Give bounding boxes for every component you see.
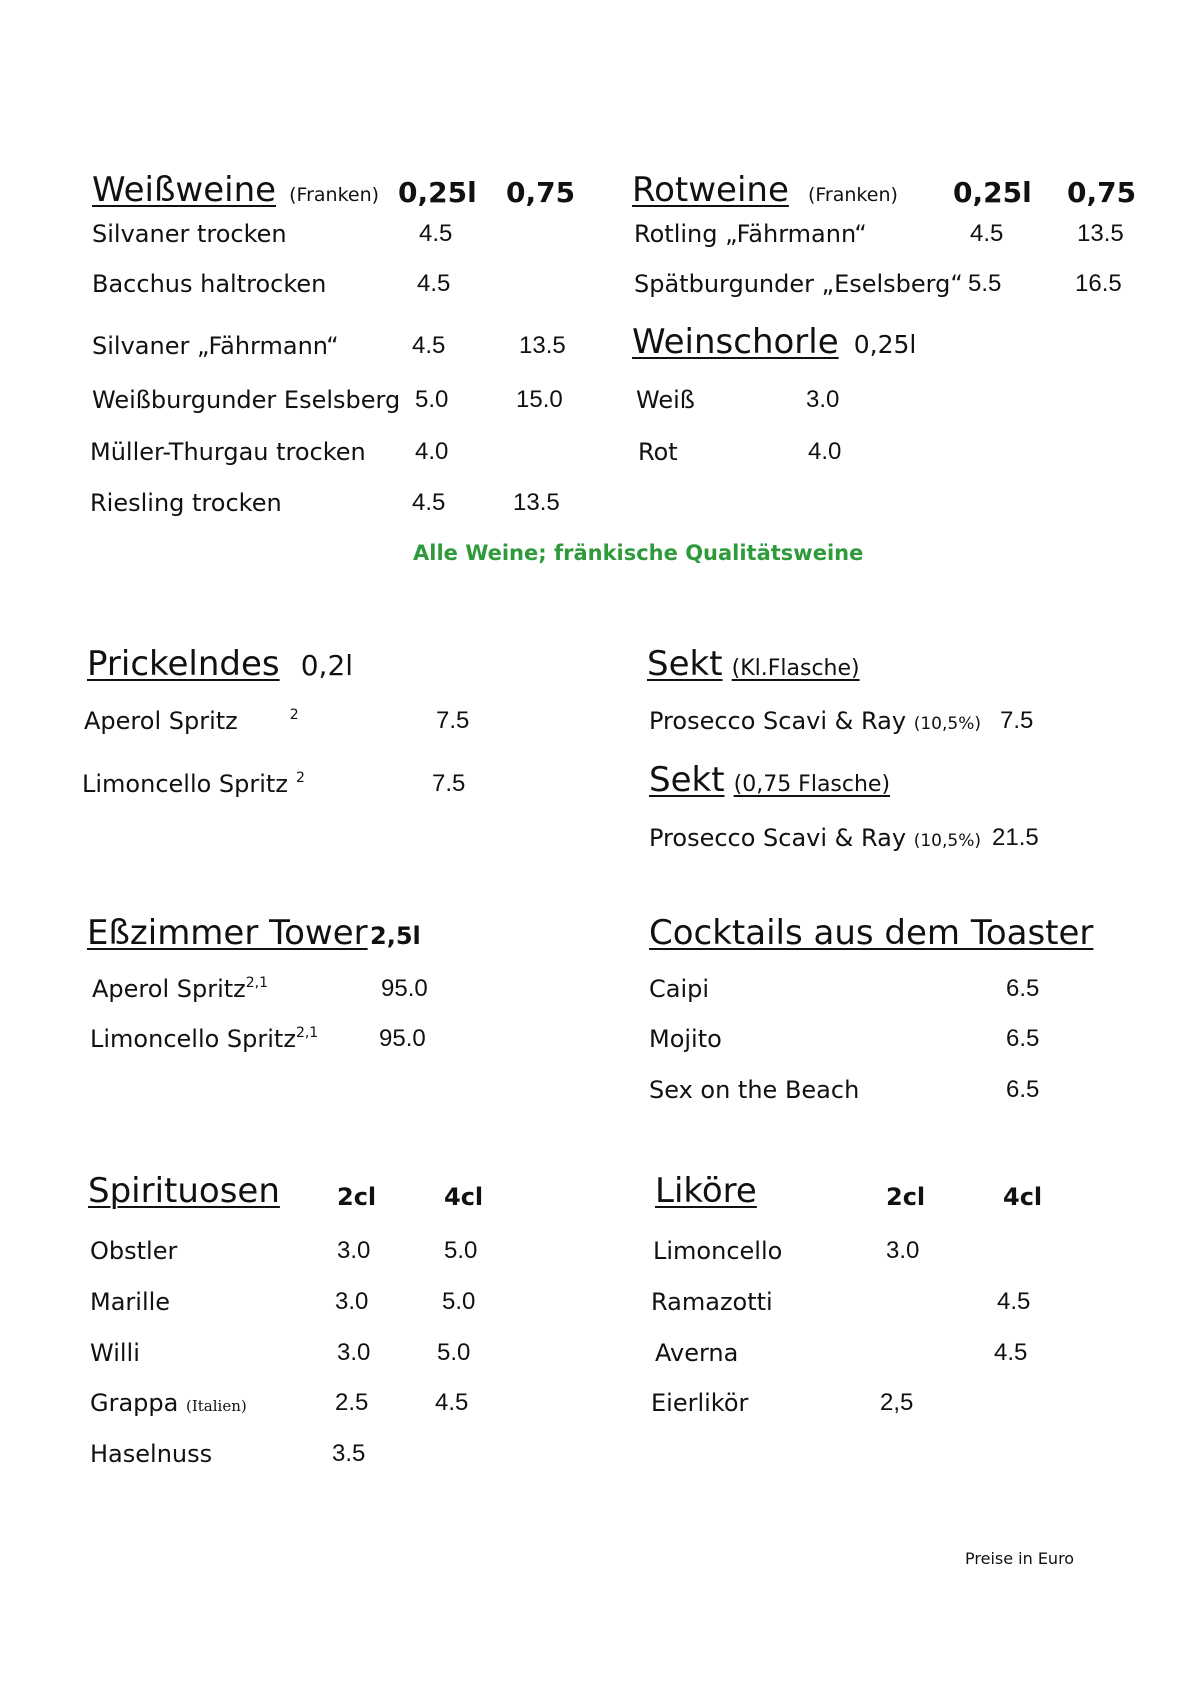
menu-item-name: Rot: [638, 438, 678, 466]
menu-item-price: 4.5: [997, 1288, 1031, 1315]
menu-item-name: Obstler: [90, 1237, 178, 1265]
menu-item-price: 3.0: [886, 1237, 920, 1264]
likoere-title: Liköre: [655, 1171, 757, 1211]
menu-item-price: 7.5: [432, 770, 466, 797]
menu-item-name: [649, 824, 981, 852]
menu-item-price: 5.0: [415, 386, 449, 413]
menu-item-price: 4.5: [417, 270, 451, 297]
menu-item-price: 3.0: [806, 386, 840, 413]
menu-item-price: 4.0: [415, 438, 449, 465]
tower-title: Eßzimmer Tower: [87, 913, 368, 953]
weissweine-header: [92, 170, 379, 210]
menu-item-name: Silvaner trocken: [92, 220, 287, 248]
item-label: Aperol Spritz: [84, 707, 238, 735]
menu-item-price: 5.0: [437, 1339, 471, 1366]
sekt-gross-title: Sekt: [649, 760, 725, 800]
item-label: Aperol Spritz: [92, 975, 246, 1003]
menu-item-name: Limoncello: [653, 1237, 783, 1265]
menu-item-name: [90, 1025, 318, 1053]
spirituosen-col-2cl: 2cl: [337, 1183, 377, 1211]
menu-item-price: 13.5: [1077, 220, 1124, 247]
tower-header: [87, 913, 368, 953]
menu-item-price: 13.5: [519, 332, 566, 359]
allergen-footnote: 2: [295, 770, 305, 786]
sekt-gross-header: [649, 760, 890, 800]
menu-item-price: 6.5: [1006, 975, 1040, 1002]
menu-item-price: 6.5: [1006, 1076, 1040, 1103]
menu-item-name: Müller-Thurgau trocken: [90, 438, 366, 466]
allergen-footnote: 2,1: [245, 975, 269, 991]
item-label: Limoncello Spritz: [90, 1025, 296, 1053]
spirituosen-title: Spirituosen: [88, 1171, 280, 1211]
menu-item-price: 5.0: [442, 1288, 476, 1315]
weissweine-title: Weißweine: [92, 170, 277, 210]
menu-item-name: Bacchus haltrocken: [92, 270, 327, 298]
prickelndes-title: Prickelndes: [87, 644, 280, 684]
menu-item-name: [82, 770, 305, 798]
menu-item-price: 4.5: [994, 1339, 1028, 1366]
menu-item-name: Caipi: [649, 975, 710, 1003]
item-label: Grappa: [90, 1389, 179, 1417]
weissweine-col-075: 0,75: [506, 176, 576, 209]
menu-item-name: Marille: [90, 1288, 171, 1316]
weissweine-origin: (Franken): [289, 184, 380, 206]
currency-footer: Preise in Euro: [965, 1549, 1075, 1568]
prickelndes-header: [87, 644, 353, 684]
cocktails-title: Cocktails aus dem Toaster: [649, 913, 1094, 953]
menu-item-price: 3.0: [337, 1339, 371, 1366]
prickelndes-size: 0,2l: [300, 649, 354, 682]
weinschorle-size: 0,25l: [853, 330, 917, 359]
item-label: Prosecco Scavi & Ray: [649, 707, 907, 735]
menu-item-name: Spätburgunder „Eselsberg“: [634, 270, 963, 298]
menu-item-name: Haselnuss: [90, 1440, 213, 1468]
rotweine-origin: (Franken): [807, 184, 898, 206]
menu-item-price: 16.5: [1075, 270, 1122, 297]
menu-item-price: 95.0: [381, 975, 428, 1002]
weinschorle-header: [632, 322, 916, 362]
menu-item-name: Silvaner „Fährmann“: [92, 332, 339, 360]
menu-item-name: [92, 975, 268, 1003]
menu-item-name: [649, 707, 981, 735]
menu-item-price: 2,5: [880, 1389, 914, 1416]
menu-item-name: Weißburgunder Eselsberg: [92, 386, 401, 414]
menu-item-price: 2.5: [335, 1389, 369, 1416]
menu-item-name: Weiß: [636, 386, 695, 414]
rotweine-title: Rotweine: [632, 170, 789, 210]
menu-item-name: Sex on the Beach: [649, 1076, 860, 1104]
menu-item-price: 4.5: [412, 332, 446, 359]
allergen-footnote: 2,1: [295, 1025, 319, 1041]
menu-item-price: 4.5: [412, 489, 446, 516]
menu-item-price: 7.5: [436, 707, 470, 734]
spirituosen-header: [88, 1171, 280, 1211]
cocktails-header: [649, 913, 1093, 953]
likoere-header: [655, 1171, 757, 1211]
menu-item-name: Rotling „Fährmann“: [634, 220, 867, 248]
menu-item-name: Mojito: [649, 1025, 722, 1053]
item-label: Prosecco Scavi & Ray: [649, 824, 907, 852]
menu-item-price: 7.5: [1000, 707, 1034, 734]
menu-item-name: Averna: [655, 1339, 739, 1367]
menu-item-price: 3.5: [332, 1440, 366, 1467]
menu-item-price: 21.5: [992, 824, 1039, 851]
menu-item-name: Ramazotti: [651, 1288, 773, 1316]
sekt-klein-header: [647, 644, 860, 684]
spirituosen-col-4cl: 4cl: [444, 1183, 484, 1211]
menu-item-name: [84, 707, 299, 735]
menu-item-price: 4.0: [808, 438, 842, 465]
menu-item-price: 95.0: [379, 1025, 426, 1052]
sekt-klein-title: Sekt: [647, 644, 723, 684]
menu-item-price: 3.0: [337, 1237, 371, 1264]
rotweine-col-075: 0,75: [1067, 176, 1137, 209]
likoere-col-4cl: 4cl: [1003, 1183, 1043, 1211]
menu-item-name: Willi: [90, 1339, 140, 1367]
menu-item-price: 3.0: [335, 1288, 369, 1315]
menu-item-price: 6.5: [1006, 1025, 1040, 1052]
abv-label: (10,5%): [913, 831, 982, 851]
menu-item-price: 4.5: [419, 220, 453, 247]
rotweine-col-025: 0,25l: [953, 176, 1032, 209]
menu-item-price: 4.5: [435, 1389, 469, 1416]
tower-size: 2,5l: [370, 922, 421, 950]
menu-item-price: 15.0: [516, 386, 563, 413]
sekt-gross-size: (0,75 Flasche): [733, 772, 891, 797]
menu-item-price: 4.5: [970, 220, 1004, 247]
rotweine-header: [632, 170, 898, 210]
menu-item-price: 13.5: [513, 489, 560, 516]
menu-item-price: 5.0: [444, 1237, 478, 1264]
menu-item-name: Eierlikör: [651, 1389, 749, 1417]
menu-item-price: 5.5: [968, 270, 1002, 297]
wine-quality-note: Alle Weine; fränkische Qualitätsweine: [413, 541, 864, 565]
likoere-col-2cl: 2cl: [886, 1183, 926, 1211]
item-label: Limoncello Spritz: [82, 770, 288, 798]
item-origin-note: (Italien): [186, 1397, 247, 1415]
allergen-footnote: 2: [289, 707, 299, 723]
weinschorle-title: Weinschorle: [632, 322, 839, 362]
abv-label: (10,5%): [913, 714, 982, 734]
weissweine-col-025: 0,25l: [398, 176, 477, 209]
menu-item-name: Riesling trocken: [90, 489, 282, 517]
sekt-klein-size: (Kl.Flasche): [731, 656, 860, 681]
menu-item-name: [90, 1389, 247, 1417]
